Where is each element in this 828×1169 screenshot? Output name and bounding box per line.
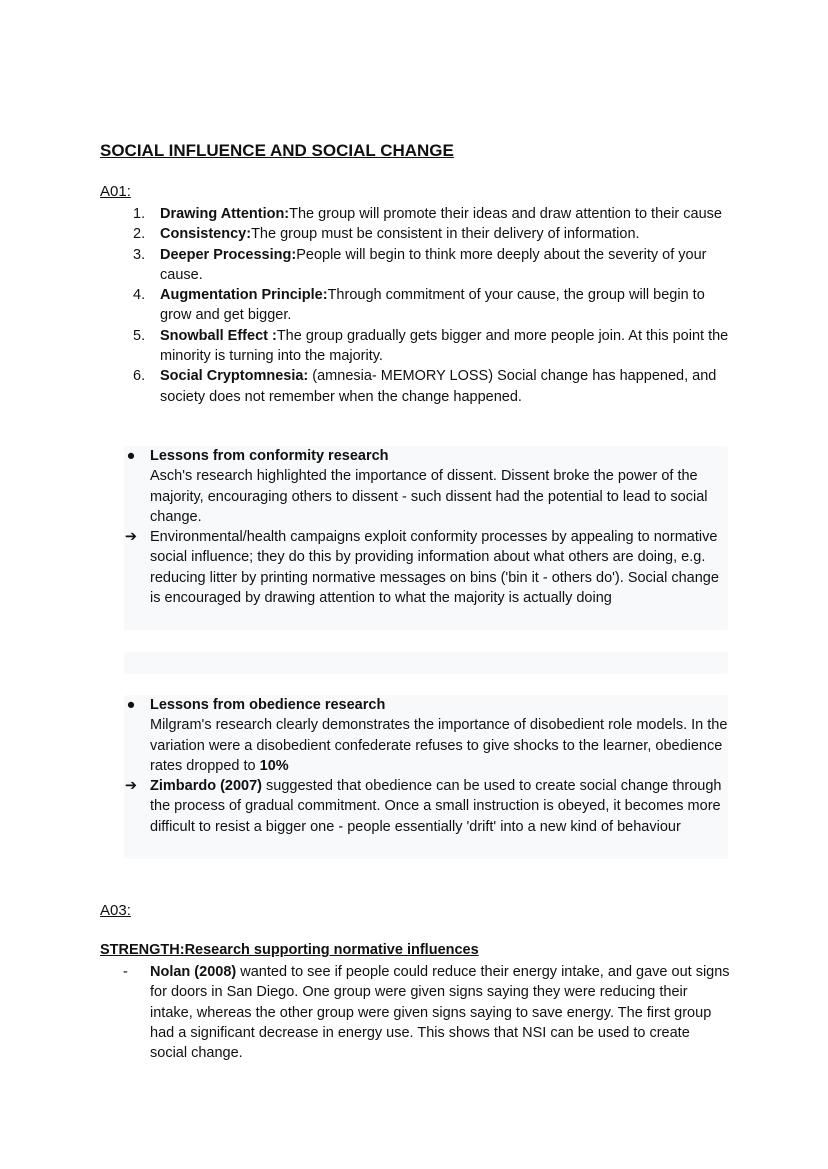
obedience-rate: 10% xyxy=(259,757,289,774)
step-term: Snowball Effect : xyxy=(160,327,277,344)
list-number: 2. xyxy=(133,226,146,243)
list-item xyxy=(120,245,740,286)
step-text: The group must be consistent in their delivery of information. xyxy=(251,226,640,243)
page-title: SOCIAL INFLUENCE AND SOCIAL CHANGE xyxy=(100,141,454,160)
list-number: 5. xyxy=(133,327,146,344)
bullet-icon: ● xyxy=(126,697,136,713)
nolan-citation: Nolan (2008) xyxy=(150,964,237,980)
conformity-body: Asch's research highlighted the importance of dissent. Dissent broke the power of the majority, encouraging others to dissent - such dissent had the potential to lead to social change. xyxy=(150,468,708,525)
obedience-body: Milgram's research clearly demonstrates the importance of disobedient role models. In the variation were a disobedient confederate refuses to give shocks to the learner, obedience rates dropped to xyxy=(150,717,728,774)
nolan-item xyxy=(120,962,730,1063)
list-item xyxy=(120,285,740,326)
ao1-heading: A01: xyxy=(100,183,131,200)
conformity-bullet-item xyxy=(120,446,730,527)
list-item xyxy=(120,366,740,407)
dash-marker: - xyxy=(123,964,128,980)
ao3-heading: A03: xyxy=(100,902,131,919)
strength-heading: STRENGTH:Research supporting normative influences xyxy=(100,942,479,958)
step-term: Social Cryptomnesia: xyxy=(160,368,309,385)
step-text: The group will promote their ideas and draw attention to their cause xyxy=(289,206,722,222)
step-term: Consistency: xyxy=(160,226,252,243)
step-term: Deeper Processing: xyxy=(160,246,297,263)
list-item xyxy=(120,326,740,367)
arrow-icon: ➔ xyxy=(124,778,138,794)
arrow-icon: ➔ xyxy=(124,529,138,545)
conformity-arrow-text: Environmental/health campaigns exploit conformity processes by appealing to normative social influence; they do this by providing information about what others are doing, e.g. reducing litter by printing normative messages on bins ('bin it - others do'). Social change is encouraged by drawing attention to what the majority is actually doing xyxy=(150,529,719,606)
list-number: 6. xyxy=(133,368,146,385)
list-item xyxy=(120,224,740,244)
list-number: 1. xyxy=(133,206,146,222)
conformity-heading: Lessons from conformity research xyxy=(150,448,389,464)
step-term: Augmentation Principle: xyxy=(160,287,328,304)
step-text: People will begin to think more deeply about the severity of your cause. xyxy=(160,246,707,283)
obedience-arrow-item xyxy=(120,776,730,837)
zimbardo-citation: Zimbardo (2007) xyxy=(150,778,262,794)
list-item xyxy=(120,204,740,224)
bullet-icon: ● xyxy=(126,448,136,464)
list-number: 4. xyxy=(133,287,146,304)
obedience-arrow-text: suggested that obedience can be used to create social change through the process of gradual commitment. Once a small instruction is obeyed, it becomes more difficult to resist a bigger one - people essentially 'drift' into a new kind of behaviour xyxy=(150,778,722,835)
empty-shade xyxy=(124,652,728,674)
step-text: (amnesia- MEMORY LOSS) Social change has happened, and society does not remember when the change happened. xyxy=(160,368,717,405)
step-text: Through commitment of your cause, the group will begin to grow and get bigger. xyxy=(160,287,705,324)
step-text: The group gradually gets bigger and more people join. At this point the minority is turning into the majority. xyxy=(160,327,729,365)
step-term: Drawing Attention: xyxy=(160,206,290,222)
list-number: 3. xyxy=(133,246,146,263)
social-change-steps-list xyxy=(120,204,740,407)
obedience-heading: Lessons from obedience research xyxy=(150,697,386,713)
nolan-text: wanted to see if people could reduce their energy intake, and gave out signs for doors in San Diego. One group were given signs saying they were reducing their intake, whereas the other group were given signs saying to save energy. The first group had a significant decrease in energy use. This shows that NSI can be used to create social change. xyxy=(150,964,730,1062)
conformity-arrow-item xyxy=(120,527,730,608)
obedience-bullet-item xyxy=(120,695,730,776)
